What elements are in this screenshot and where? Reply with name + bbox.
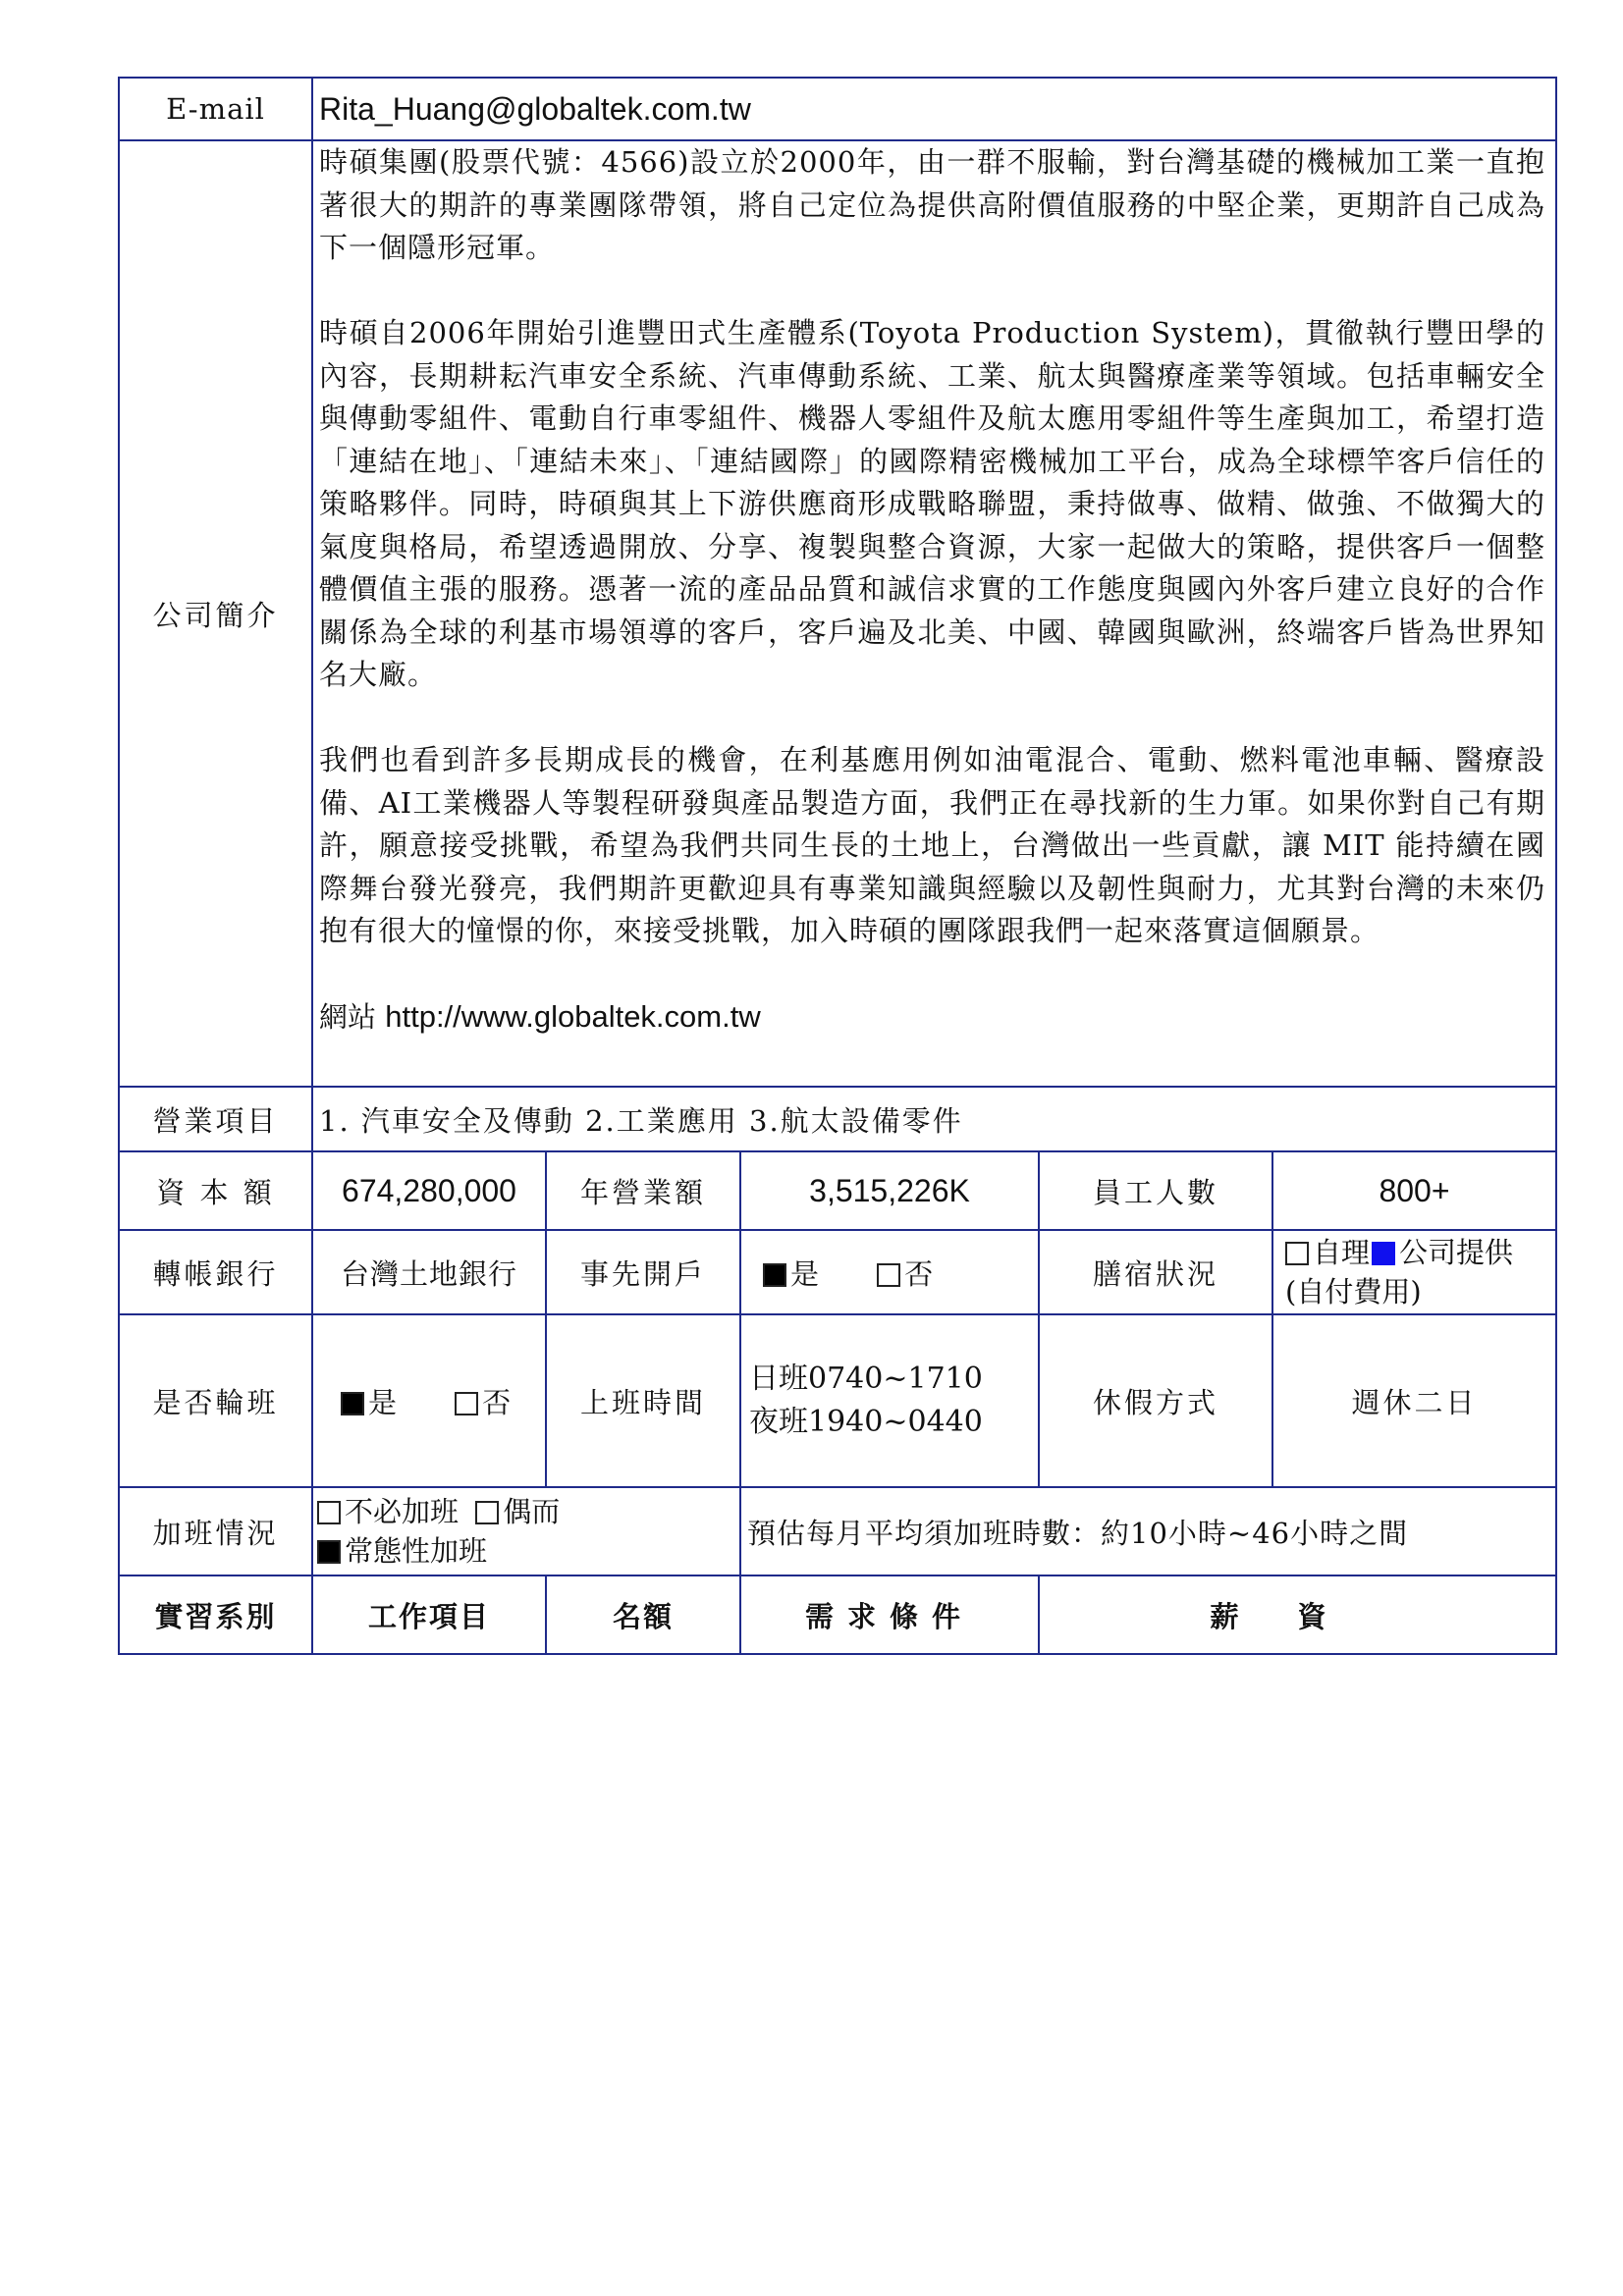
overtime-label: 加班情況: [119, 1487, 312, 1575]
lodging-label: 膳宿狀況: [1039, 1230, 1272, 1314]
bank-value: 台灣土地銀行: [312, 1230, 546, 1314]
preopen-options: [740, 1230, 1039, 1314]
overtime-regular-checkbox[interactable]: [317, 1540, 341, 1564]
overtime-occasional-checkbox[interactable]: [475, 1501, 499, 1524]
preopen-yes-checkbox[interactable]: [763, 1263, 786, 1287]
intro-paragraph-2: 時碩自2006年開始引進豐田式生產體系(Toyota Production System)，貫徹執行豐田學的內容，長期耕耘汽車安全系統、汽車傳動系統、工業、航太與醫療產業等領域。包括車輛安全與傳動零組件、電動自行車零組件、機器人零組件及航太應用零組件等生產與加工，希望打造「連結在地」、「連結未來」、「連結國際」的國際精密機械加工平台，成為全球標竿客戶信任的策略夥伴。同時，時碩與其上下游供應商形成戰略聯盟，秉持做專、做精、做強、不做獨大的氣度與格局，希望透過開放、分享、複製與整合資源，大家一起做大的策略，提供客戶一個整體價值主張的服務。憑著一流的產品品質和誠信求實的工作態度與國內外客戶建立良好的合作關係為全球的利基市場領導的客戶，客戶遍及北美、中國、韓國與歐洲，終端客戶皆為世界知名大廠。: [319, 316, 1545, 691]
intro-label: 公司簡介: [119, 140, 312, 1087]
lodging-company-label: 公司提供: [1399, 1236, 1514, 1269]
header-quota: 名額: [546, 1575, 740, 1654]
revenue-label: 年營業額: [546, 1151, 740, 1230]
business-value: 1. 汽車安全及傳動 2.工業應用 3.航太設備零件: [312, 1087, 1556, 1151]
overtime-none-label: 不必加班: [345, 1495, 460, 1528]
email-label: E-mail: [119, 78, 312, 140]
capital-value: 674,280,000: [312, 1151, 546, 1230]
overtime-regular-label: 常態性加班: [345, 1534, 488, 1568]
company-info-table: [118, 77, 1557, 1655]
shift-yes-label: 是: [368, 1385, 398, 1419]
day-shift: 日班0740~1710: [749, 1362, 983, 1396]
shift-yes-checkbox[interactable]: [341, 1392, 364, 1415]
overtime-options: [312, 1487, 740, 1575]
capital-label: 資 本 額: [119, 1151, 312, 1230]
preopen-no-label: 否: [904, 1256, 934, 1291]
header-pay: 薪資: [1039, 1575, 1556, 1654]
shift-no-label: 否: [482, 1385, 512, 1419]
preopen-label: 事先開戶: [546, 1230, 740, 1314]
intro-paragraph-3: 我們也看到許多長期成長的機會，在利基應用例如油電混合、電動、燃料電池車輛、醫療設備、AI工業機器人等製程研發與產品製造方面，我們正在尋找新的生力軍。如果你對自己有期許，願意接受挑戰，希望為我們共同生長的土地上，台灣做出一些貢獻，讓 MIT 能持續在國際舞台發光發亮，我們期許更歡迎具有專業知識與經驗以及韌性與耐力，尤其對台灣的未來仍抱有很大的憧憬的你，來接受挑戰，加入時碩的團隊跟我們一起來落實這個願景。: [319, 743, 1545, 947]
lodging-note: (自付費用): [1285, 1275, 1422, 1308]
overtime-estimate: 預估每月平均須加班時數：約10小時~46小時之間: [740, 1487, 1556, 1575]
website-label: 網站: [319, 1000, 377, 1034]
lodging-self-checkbox[interactable]: [1285, 1242, 1309, 1265]
intro-paragraph-1: 時碩集團(股票代號：4566)設立於2000年，由一群不服輸，對台灣基礎的機械加工業一直抱著很大的期許的專業團隊帶領，將自己定位為提供高附價值服務的中堅企業，更期許自己成為下一個隱形冠軍。: [319, 145, 1545, 264]
company-intro: [312, 140, 1556, 1087]
header-job: 工作項目: [312, 1575, 546, 1654]
overtime-none-checkbox[interactable]: [317, 1501, 341, 1524]
staff-label: 員工人數: [1039, 1151, 1272, 1230]
lodging-company-checkbox[interactable]: [1372, 1242, 1395, 1265]
lodging-self-label: 自理: [1313, 1236, 1371, 1269]
header-dept: 實習系別: [119, 1575, 312, 1654]
website-line: [319, 995, 1545, 1039]
leave-value: 週休二日: [1272, 1314, 1556, 1487]
bank-label: 轉帳銀行: [119, 1230, 312, 1314]
shift-no-checkbox[interactable]: [455, 1392, 478, 1415]
business-label: 營業項目: [119, 1087, 312, 1151]
overtime-occasional-label: 偶而: [503, 1495, 561, 1528]
shift-label: 是否輪班: [119, 1314, 312, 1487]
hours-label: 上班時間: [546, 1314, 740, 1487]
preopen-yes-label: 是: [790, 1256, 820, 1291]
leave-label: 休假方式: [1039, 1314, 1272, 1487]
work-hours: [740, 1314, 1039, 1487]
revenue-value: 3,515,226K: [740, 1151, 1039, 1230]
staff-value: 800+: [1272, 1151, 1556, 1230]
lodging-options: [1272, 1230, 1556, 1314]
email-value: Rita_Huang@globaltek.com.tw: [312, 78, 1556, 140]
night-shift: 夜班1940~0440: [749, 1405, 983, 1439]
website-link[interactable]: http://www.globaltek.com.tw: [385, 999, 761, 1034]
header-requirements: 需求條件: [740, 1575, 1039, 1654]
preopen-no-checkbox[interactable]: [877, 1263, 900, 1287]
shift-options: [312, 1314, 546, 1487]
